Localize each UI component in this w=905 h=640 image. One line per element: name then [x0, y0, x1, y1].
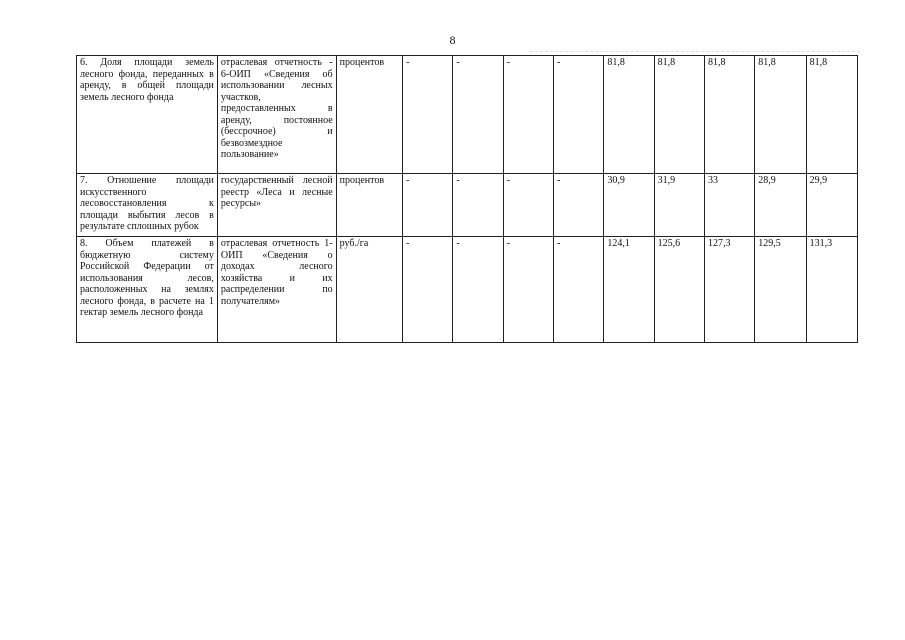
indicator-name-cell: 7. Отношение площади искусственного лесовосстановления к площади выбытия лесов в результате сплошных рубок [77, 174, 218, 237]
unit-cell: руб./га [336, 237, 402, 343]
indicator-name-cell: 8. Объем платежей в бюджетную систему Российской Федерации от использования лесов, расположенных на землях лесного фонда, в расчете на 1 гектар земель лесного фонда [77, 237, 218, 343]
value-cell: - [503, 174, 553, 237]
data-source-cell: отраслевая отчетность 1-ОИП «Сведения о доходах лесного хозяйства и их распределении по получателям» [217, 237, 336, 343]
value-cell: - [503, 237, 553, 343]
value-cell: 129,5 [755, 237, 806, 343]
table-row [77, 237, 858, 343]
data-source-cell: отраслевая отчетность - 6-ОИП «Сведения об использовании лесных участков, предоставленных в аренду, постоянное (бессрочное) и безвозмездное пользование» [217, 56, 336, 174]
value-cell: - [403, 174, 453, 237]
unit-cell: процентов [336, 56, 402, 174]
table-row [77, 174, 858, 237]
value-cell: 29,9 [806, 174, 857, 237]
value-cell: 125,6 [654, 237, 704, 343]
value-cell: 81,8 [806, 56, 857, 174]
value-cell: - [403, 237, 453, 343]
data-source-cell: государственный лесной реестр «Леса и лесные ресурсы» [217, 174, 336, 237]
value-cell: - [554, 237, 604, 343]
value-cell: - [554, 56, 604, 174]
page-number: 8 [449, 33, 456, 47]
value-cell: - [503, 56, 553, 174]
value-cell: 81,8 [755, 56, 806, 174]
indicator-name-cell: 6. Доля площади земель лесного фонда, переданных в аренду, в общей площади земель лесного фонда [77, 56, 218, 174]
value-cell: - [453, 174, 503, 237]
value-cell: 127,3 [704, 237, 754, 343]
value-cell: 131,3 [806, 237, 857, 343]
value-cell: 124,1 [604, 237, 654, 343]
value-cell: 28,9 [755, 174, 806, 237]
value-cell: 81,8 [604, 56, 654, 174]
header-divider [530, 51, 860, 53]
value-cell: 31,9 [654, 174, 704, 237]
value-cell: 81,8 [654, 56, 704, 174]
indicators-table [76, 55, 858, 343]
value-cell: - [403, 56, 453, 174]
value-cell: 81,8 [704, 56, 754, 174]
value-cell: - [453, 56, 503, 174]
value-cell: 30,9 [604, 174, 654, 237]
value-cell: - [453, 237, 503, 343]
unit-cell: процентов [336, 174, 402, 237]
value-cell: - [554, 174, 604, 237]
value-cell: 33 [704, 174, 754, 237]
table-row [77, 56, 858, 174]
